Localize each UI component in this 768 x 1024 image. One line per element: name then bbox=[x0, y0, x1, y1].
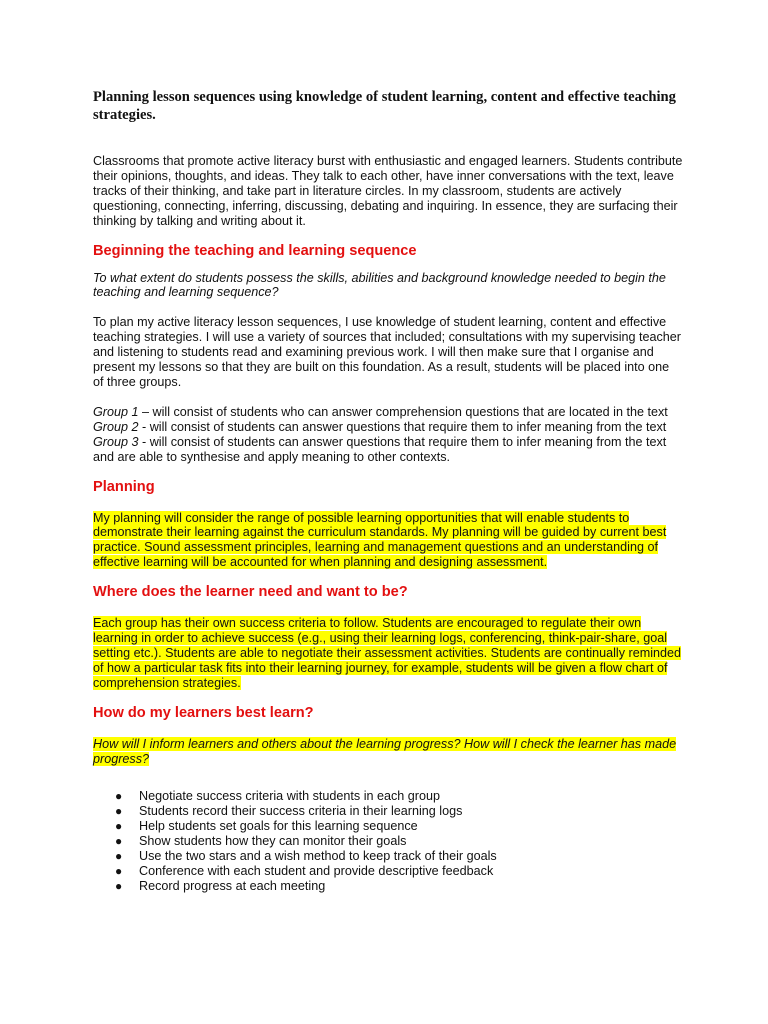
highlighted-text: How will I inform learners and others about the learning progress? How will I check the learner has made progress? bbox=[93, 736, 677, 766]
group-item bbox=[93, 420, 683, 435]
list-item-text: Help students set goals for this learning sequence bbox=[139, 819, 418, 834]
group-label: Group 1 bbox=[93, 404, 139, 419]
document-title: Planning lesson sequences using knowledge of student learning, content and effective teaching strategies. bbox=[93, 89, 676, 123]
group-label: Group 2 bbox=[93, 419, 139, 434]
heading-planning: Planning bbox=[93, 478, 155, 495]
document-content bbox=[93, 88, 683, 894]
intro-paragraph: Classrooms that promote active literacy burst with enthusiastic and engaged learners. Students contribute their opinions, thoughts, and ideas. They talk to each other, have inner conversations with the text, leave tracks of their thinking, and take part in literature circles. In my classroom, students are actively questioning, connecting, inferring, discussing, debating and inquiring. In essence, they are surfacing their thinking by talking and writing about it. bbox=[93, 154, 683, 228]
beginning-paragraph: To plan my active literacy lesson sequences, I use knowledge of student learning, content and effective teaching strategies. I will use a variety of sources that included; consultations with my supervising teacher and listening to students read and examining previous work. I will then make sure that I organise and present my lessons so that they are built on this foundation. As a result, students will be placed into one of three groups. bbox=[93, 315, 682, 389]
list-item bbox=[113, 849, 683, 864]
bullet-icon: ● bbox=[115, 804, 123, 819]
list-item-text: Use the two stars and a wish method to keep track of their goals bbox=[139, 849, 497, 864]
group-text: - will consist of students can answer questions that require them to infer meaning from the text bbox=[138, 419, 667, 434]
list-item bbox=[113, 834, 683, 849]
list-item-text: Record progress at each meeting bbox=[139, 878, 326, 893]
group-item bbox=[93, 405, 683, 420]
bullet-icon: ● bbox=[115, 864, 123, 878]
how-question bbox=[93, 737, 683, 767]
bullet-icon: ● bbox=[115, 834, 123, 849]
list-item-text: Show students how they can monitor their goals bbox=[139, 834, 407, 849]
heading-how-learn: How do my learners best learn? bbox=[93, 704, 314, 721]
group-text: - will consist of students can answer questions that require them to infer meaning from the text and are able to synthesise and apply meaning to other contexts. bbox=[93, 434, 667, 464]
highlighted-text: Each group has their own success criteria to follow. Students are encouraged to regulate their own learning in order to achieve success (e.g., using their learning logs, conferencing, think-pair-share, goal setting etc.). Students are able to negotiate their assessment activities. Students are continually reminded of how a particular task fits into their learning journey, for example, students will be given a flow chart of comprehension strategies. bbox=[93, 616, 682, 690]
groups-list bbox=[93, 405, 683, 465]
list-item-text: Students record their success criteria in their learning logs bbox=[139, 804, 463, 819]
group-text: – will consist of students who can answer comprehension questions that are located in the text bbox=[138, 404, 668, 419]
list-item bbox=[113, 819, 683, 834]
list-item bbox=[113, 864, 683, 879]
list-item bbox=[113, 879, 683, 894]
bullet-icon: ● bbox=[115, 878, 123, 893]
where-paragraph bbox=[93, 616, 683, 691]
highlighted-text: My planning will consider the range of possible learning opportunities that will enable students to demonstrate their learning against the curriculum standards. My planning will be guided by current best practice. Sound assessment principles, learning and management questions and an understanding of effective learning will be accounted for when planning and designing assessment. bbox=[93, 510, 667, 570]
group-label: Group 3 bbox=[93, 434, 139, 449]
list-item bbox=[113, 804, 683, 819]
group-item bbox=[93, 435, 683, 465]
progress-bullet-list bbox=[113, 789, 683, 893]
heading-where-learner: Where does the learner need and want to be? bbox=[93, 584, 408, 601]
list-item bbox=[113, 789, 683, 804]
beginning-question: To what extent do students possess the skills, abilities and background knowledge needed to begin the teaching and learning sequence? bbox=[93, 270, 666, 300]
planning-paragraph bbox=[93, 511, 683, 571]
bullet-icon: ● bbox=[115, 789, 123, 804]
bullet-icon: ● bbox=[115, 849, 123, 864]
list-item-text: Conference with each student and provide descriptive feedback bbox=[139, 864, 494, 878]
heading-beginning: Beginning the teaching and learning sequence bbox=[93, 242, 417, 259]
bullet-icon: ● bbox=[115, 819, 123, 834]
list-item-text: Negotiate success criteria with students in each group bbox=[139, 789, 441, 804]
